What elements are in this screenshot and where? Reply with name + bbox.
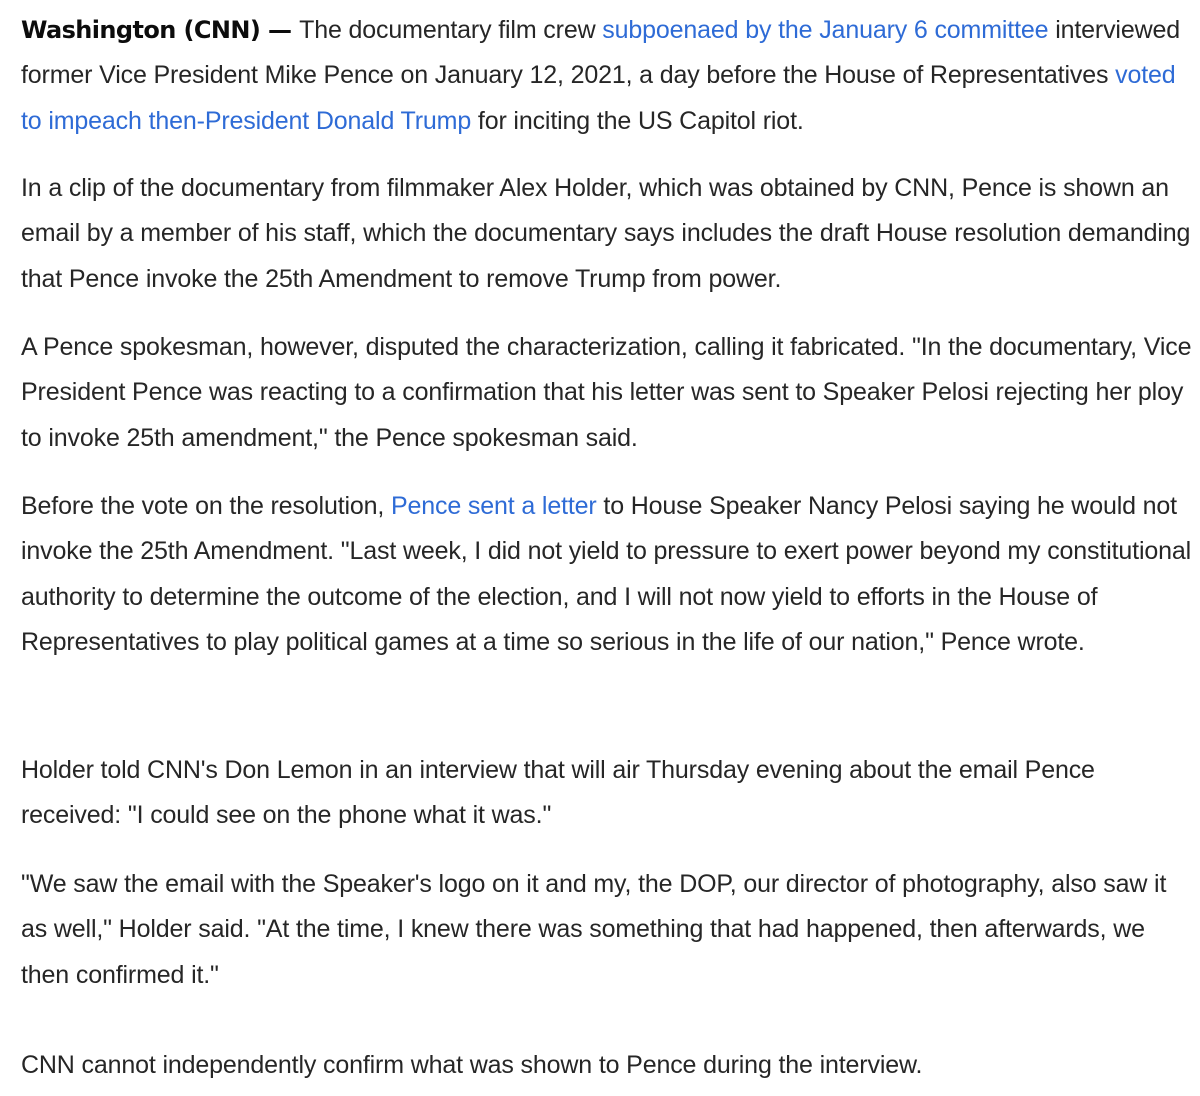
article-paragraph-2: In a clip of the documentary from filmmaker Alex Holder, which was obtained by CNN, Pence is shown an email by a member of his staff, which the documentary says includes the draft House resolution demanding that Pence invoke the 25th Amendment to remove Trump from power. xyxy=(21,174,1191,293)
article-paragraph-7: CNN cannot independently confirm what was shown to Pence during the interview. xyxy=(21,1051,923,1079)
article-paragraph-4 xyxy=(21,484,1196,665)
paragraph-text: to House Speaker Nancy Pelosi saying he would not invoke the 25th Amendment. "Last week, I did not yield to pressure to exert power beyond my constitutional authority to determine the outcome of the election, and I will not now yield to efforts in the House of Representatives to play political games at a time so serious in the life of our nation," Pence wrote. xyxy=(21,492,1192,656)
impeach-link[interactable]: voted to impeach then-President Donald Trump xyxy=(21,61,1176,135)
article-paragraph-1 xyxy=(21,8,1196,144)
article-paragraph-6: "We saw the email with the Speaker's logo on it and my, the DOP, our director of photography, also saw it as well," Holder said. "At the time, I knew there was something that had happened, then afterwards, we then confirmed it." xyxy=(21,870,1167,989)
pence-letter-link[interactable]: Pence sent a letter xyxy=(391,492,597,520)
article-paragraph-5: Holder told CNN's Don Lemon in an interview that will air Thursday evening about the email Pence received: "I could see on the phone what it was." xyxy=(21,756,1095,830)
subpoena-link[interactable]: subpoenaed by the January 6 committee xyxy=(602,16,1049,44)
dateline: Washington (CNN) xyxy=(21,16,261,44)
paragraph-text: interviewed former Vice President Mike Pence on January 12, 2021, a day before the House of Representatives xyxy=(21,16,1181,90)
paragraph-text: for inciting the US Capitol riot. xyxy=(471,106,804,135)
article-paragraph-3: A Pence spokesman, however, disputed the characterization, calling it fabricated. "In the documentary, Vice President Pence was reacting to a confirmation that his letter was sent to Speaker Pelosi rejecting her ploy to invoke 25th amendment," the Pence spokesman said. xyxy=(21,333,1192,452)
paragraph-text: The documentary film crew xyxy=(299,16,603,44)
paragraph-text: Before the vote on the resolution, xyxy=(21,492,391,520)
dateline-dash: — xyxy=(260,16,300,44)
